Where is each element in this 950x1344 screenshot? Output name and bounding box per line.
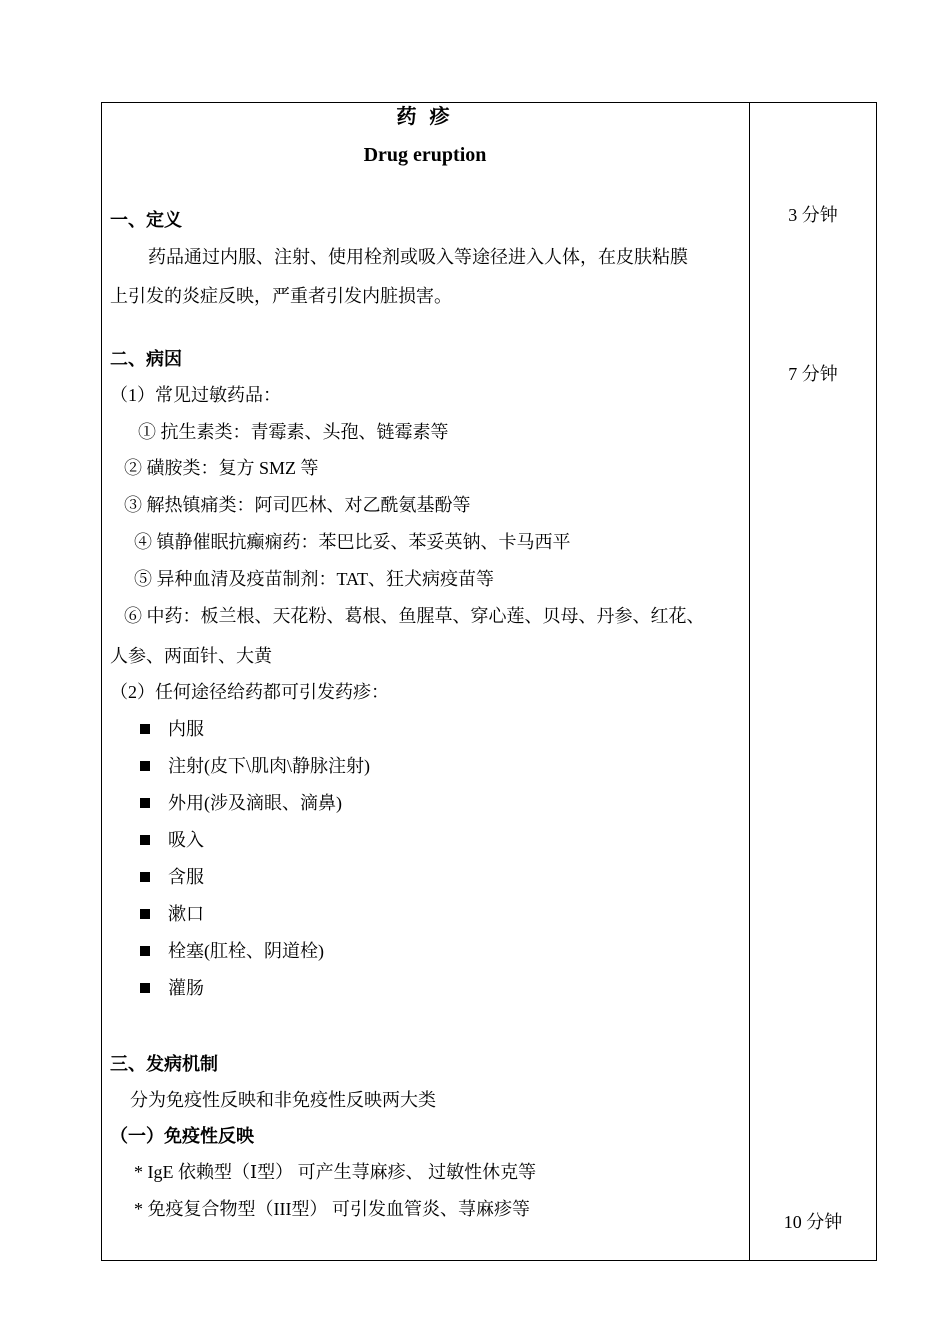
section1-para-line1: 药品通过内服、注射、使用栓剂或吸入等途径进入人体，在皮肤粘膜 — [148, 247, 688, 267]
time-label-1: 3 分钟 — [788, 205, 838, 225]
column-divider — [749, 102, 750, 1261]
route-item: 注射(皮下\肌肉\静脉注射) — [168, 756, 370, 776]
section2-sub2: （2）任何途径给药都可引发药疹： — [110, 682, 389, 702]
route-item: 内服 — [168, 719, 204, 739]
route-item: 吸入 — [168, 830, 204, 850]
mechanism-item-1: * IgE 依赖型（Ⅰ型） 可产生荨麻疹、 过敏性休克等 — [134, 1162, 537, 1182]
route-item: 外用(涉及滴眼、滴鼻) — [168, 793, 342, 813]
mechanism-item-2: * 免疫复合物型（III型） 可引发血管炎、荨麻疹等 — [134, 1199, 530, 1219]
section2-heading: 二、病因 — [110, 349, 182, 369]
title-english: Drug eruption — [363, 144, 487, 166]
section2-sub1: （1）常见过敏药品： — [110, 385, 281, 405]
bullet-icon — [140, 761, 150, 771]
title-chinese: 药 疹 — [396, 106, 454, 128]
bullet-icon — [140, 798, 150, 808]
route-item: 灌肠 — [168, 978, 204, 998]
bullet-icon — [140, 946, 150, 956]
route-item: 栓塞(肛栓、阴道栓) — [168, 941, 324, 961]
bullet-icon — [140, 872, 150, 882]
drug-item-6-continued: 人参、两面针、大黄 — [110, 646, 272, 666]
bullet-icon — [140, 724, 150, 734]
drug-item-1: ① 抗生素类：青霉素、头孢、链霉素等 — [138, 422, 449, 442]
time-label-2: 7 分钟 — [788, 364, 838, 384]
drug-item-5: ⑤ 异种血清及疫苗制剂：TAT、狂犬病疫苗等 — [134, 569, 495, 589]
section1-heading: 一、定义 — [110, 210, 182, 230]
time-label-3: 10 分钟 — [783, 1212, 843, 1232]
section3-sub1: （一）免疫性反映 — [110, 1126, 254, 1146]
section3-heading: 三、发病机制 — [110, 1054, 218, 1074]
drug-item-3: ③ 解热镇痛类：阿司匹林、对乙酰氨基酚等 — [124, 495, 471, 515]
bullet-icon — [140, 909, 150, 919]
bullet-icon — [140, 835, 150, 845]
drug-item-2: ② 磺胺类：复方 SMZ 等 — [124, 458, 319, 478]
section1-para-line2: 上引发的炎症反映，严重者引发内脏损害。 — [110, 286, 452, 306]
section3-intro: 分为免疫性反映和非免疫性反映两大类 — [130, 1090, 436, 1110]
bullet-icon — [140, 983, 150, 993]
route-item: 含服 — [168, 867, 204, 887]
drug-item-6: ⑥ 中药：板兰根、天花粉、葛根、鱼腥草、穿心莲、贝母、丹参、红花、 — [124, 606, 705, 626]
drug-item-4: ④ 镇静催眠抗癫痫药：苯巴比妥、苯妥英钠、卡马西平 — [134, 532, 571, 552]
route-item: 漱口 — [168, 904, 204, 924]
